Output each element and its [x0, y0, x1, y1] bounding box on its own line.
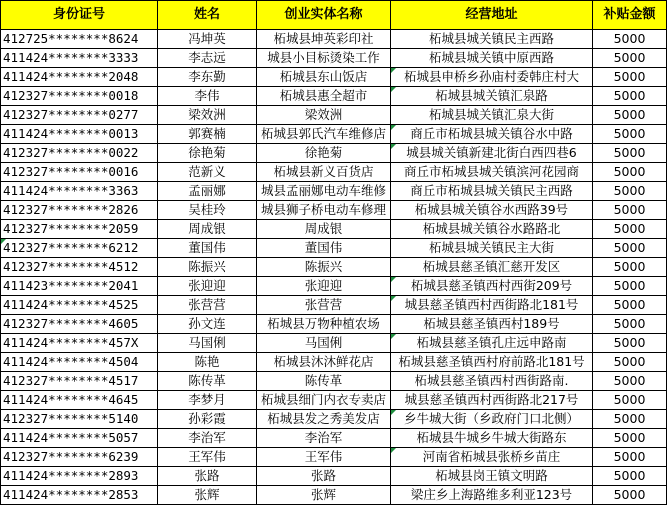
- entity-name-cell[interactable]: 王军伟: [257, 448, 391, 467]
- amount-cell[interactable]: 5000: [593, 410, 667, 429]
- amount-cell[interactable]: 5000: [593, 30, 667, 49]
- entity-name-cell[interactable]: 陈振兴: [257, 258, 391, 277]
- name-cell[interactable]: 李梦月: [158, 391, 257, 410]
- id-number-cell[interactable]: 411424********3333: [1, 49, 158, 68]
- entity-name-cell[interactable]: 梁效洲: [257, 106, 391, 125]
- table-row: [1, 239, 667, 258]
- id-number-cell[interactable]: 412327********2059: [1, 220, 158, 239]
- address-cell[interactable]: 柘城县岗王镇文明路: [391, 467, 593, 486]
- amount-cell[interactable]: 5000: [593, 296, 667, 315]
- amount-cell[interactable]: 5000: [593, 239, 667, 258]
- id-number-cell[interactable]: 412327********5140: [1, 410, 158, 429]
- id-number-cell[interactable]: 412327********4605: [1, 315, 158, 334]
- table-row: [1, 144, 667, 163]
- entity-name-cell[interactable]: 马国俐: [257, 334, 391, 353]
- address-cell[interactable]: 城县慈圣镇西村西街路北217号: [391, 391, 593, 410]
- table-row: [1, 296, 667, 315]
- table-row: [1, 429, 667, 448]
- header-id-number[interactable]: 身份证号: [1, 1, 158, 30]
- table-row: [1, 163, 667, 182]
- table-row: [1, 182, 667, 201]
- header-subsidy-amount[interactable]: 补贴金额: [593, 1, 667, 30]
- table-row: [1, 334, 667, 353]
- entity-name-cell[interactable]: 柘城县细门内衣专卖店: [257, 391, 391, 410]
- amount-cell[interactable]: 5000: [593, 429, 667, 448]
- address-cell[interactable]: 柘城县慈圣镇孔庄远申路南: [391, 334, 593, 353]
- entity-name-cell[interactable]: 柘城县沐沐鲜花店: [257, 353, 391, 372]
- name-cell[interactable]: 吴桂玲: [158, 201, 257, 220]
- entity-name-cell[interactable]: 柘城县郭氏汽车维修店: [257, 125, 391, 144]
- id-number-cell[interactable]: 412327********4512: [1, 258, 158, 277]
- table-row: [1, 49, 667, 68]
- address-cell[interactable]: 商丘市柘城县城关镇谷水中路: [391, 125, 593, 144]
- address-cell[interactable]: 梁庄乡上海路维多利亚123号: [391, 486, 593, 505]
- entity-name-cell[interactable]: 李治军: [257, 429, 391, 448]
- name-cell[interactable]: 周成银: [158, 220, 257, 239]
- name-cell[interactable]: 李治军: [158, 429, 257, 448]
- address-cell[interactable]: 柘城县城关镇民主大街: [391, 239, 593, 258]
- amount-cell[interactable]: 5000: [593, 448, 667, 467]
- id-number-cell[interactable]: 412327********4517: [1, 372, 158, 391]
- name-cell[interactable]: 张路: [158, 467, 257, 486]
- name-cell[interactable]: 郭赛楠: [158, 125, 257, 144]
- cell-error-indicator-icon: [391, 296, 396, 301]
- name-cell[interactable]: 孙文连: [158, 315, 257, 334]
- address-cell[interactable]: 柘城县慈圣镇西村189号: [391, 315, 593, 334]
- table-row: [1, 125, 667, 144]
- entity-name-cell[interactable]: 柘城县东山饭店: [257, 68, 391, 87]
- id-number-cell[interactable]: 411424********457X: [1, 334, 158, 353]
- address-cell[interactable]: 乡牛城大街（乡政府门口北侧）: [391, 410, 593, 429]
- table-row: [1, 391, 667, 410]
- name-cell[interactable]: 孟丽娜: [158, 182, 257, 201]
- id-number-cell[interactable]: 412327********6212: [1, 239, 158, 258]
- name-cell[interactable]: 冯坤英: [158, 30, 257, 49]
- amount-cell[interactable]: 5000: [593, 334, 667, 353]
- address-cell[interactable]: 柘城县城关镇中原西路: [391, 49, 593, 68]
- cell-error-indicator-icon: [391, 144, 396, 149]
- name-cell[interactable]: 徐艳菊: [158, 144, 257, 163]
- entity-name-cell[interactable]: 柘城县惠全超市: [257, 87, 391, 106]
- id-number-cell[interactable]: 411424********2853: [1, 486, 158, 505]
- id-number-cell[interactable]: 411424********4525: [1, 296, 158, 315]
- amount-cell[interactable]: 5000: [593, 49, 667, 68]
- id-number-cell[interactable]: 412327********0018: [1, 87, 158, 106]
- address-cell[interactable]: 柘城县城关镇民主西路: [391, 30, 593, 49]
- header-business-address[interactable]: 经营地址: [391, 1, 593, 30]
- entity-name-cell[interactable]: 柘城县新义百货店: [257, 163, 391, 182]
- name-cell[interactable]: 马国俐: [158, 334, 257, 353]
- address-cell[interactable]: 城县慈圣镇西村西街路北181号: [391, 296, 593, 315]
- cell-error-indicator-icon: [1, 239, 6, 244]
- name-cell[interactable]: 李志远: [158, 49, 257, 68]
- cell-error-indicator-icon: [391, 68, 396, 73]
- name-cell[interactable]: 张迎迎: [158, 277, 257, 296]
- header-name[interactable]: 姓名: [158, 1, 257, 30]
- entity-name-cell[interactable]: 张路: [257, 467, 391, 486]
- amount-cell[interactable]: 5000: [593, 220, 667, 239]
- address-cell[interactable]: 柘城县慈圣镇西村西街209号: [391, 277, 593, 296]
- amount-cell[interactable]: 5000: [593, 372, 667, 391]
- table-row: [1, 277, 667, 296]
- name-cell[interactable]: 张营营: [158, 296, 257, 315]
- table-row: [1, 353, 667, 372]
- table-row: [1, 315, 667, 334]
- cell-error-indicator-icon: [391, 410, 396, 415]
- id-number-cell[interactable]: 411424********3363: [1, 182, 158, 201]
- name-cell[interactable]: 陈振兴: [158, 258, 257, 277]
- address-cell[interactable]: 柘城县城关镇谷水路路北: [391, 220, 593, 239]
- entity-name-cell[interactable]: 董国伟: [257, 239, 391, 258]
- name-cell[interactable]: 王军伟: [158, 448, 257, 467]
- entity-name-cell[interactable]: 柘城县坤英彩印社: [257, 30, 391, 49]
- amount-cell[interactable]: 5000: [593, 182, 667, 201]
- amount-cell[interactable]: 5000: [593, 486, 667, 505]
- entity-name-cell[interactable]: 张迎迎: [257, 277, 391, 296]
- address-cell[interactable]: 柘城县城关镇谷水西路39号: [391, 201, 593, 220]
- amount-cell[interactable]: 5000: [593, 467, 667, 486]
- address-cell[interactable]: 柘城县城关镇汇泉大街: [391, 106, 593, 125]
- entity-name-cell[interactable]: 张辉: [257, 486, 391, 505]
- table-row: [1, 448, 667, 467]
- id-number-cell[interactable]: 411424********2893: [1, 467, 158, 486]
- entity-name-cell[interactable]: 周成银: [257, 220, 391, 239]
- cell-error-indicator-icon: [391, 87, 396, 92]
- table-row: [1, 30, 667, 49]
- table-row: [1, 467, 667, 486]
- cell-error-indicator-icon: [391, 334, 396, 339]
- table-row: [1, 201, 667, 220]
- id-number-cell[interactable]: 412327********0022: [1, 144, 158, 163]
- amount-cell[interactable]: 5000: [593, 87, 667, 106]
- id-number-cell[interactable]: 412327********0277: [1, 106, 158, 125]
- cell-error-indicator-icon: [391, 125, 396, 130]
- amount-cell[interactable]: 5000: [593, 277, 667, 296]
- id-number-cell[interactable]: 411424********0013: [1, 125, 158, 144]
- id-number-cell[interactable]: 412327********6239: [1, 448, 158, 467]
- entity-name-cell[interactable]: 城县孟丽娜电动车维修: [257, 182, 391, 201]
- entity-name-cell[interactable]: 城县小目标烫染工作: [257, 49, 391, 68]
- amount-cell[interactable]: 5000: [593, 144, 667, 163]
- address-cell[interactable]: 城县城关镇新建北街白西四巷6: [391, 144, 593, 163]
- table-row: [1, 258, 667, 277]
- name-cell[interactable]: 孙彩霞: [158, 410, 257, 429]
- id-number-cell[interactable]: 411424********2048: [1, 68, 158, 87]
- id-number-cell[interactable]: 411424********4645: [1, 391, 158, 410]
- table-row: [1, 372, 667, 391]
- name-cell[interactable]: 梁效洲: [158, 106, 257, 125]
- address-cell[interactable]: 柘城县慈圣镇西村府前路北181号: [391, 353, 593, 372]
- address-cell[interactable]: 柘城县牛城乡牛城大街路东: [391, 429, 593, 448]
- amount-cell[interactable]: 5000: [593, 391, 667, 410]
- name-cell[interactable]: 董国伟: [158, 239, 257, 258]
- name-cell[interactable]: 范新义: [158, 163, 257, 182]
- cell-error-indicator-icon: [391, 448, 396, 453]
- entity-name-cell[interactable]: 柘城县万物种植农场: [257, 315, 391, 334]
- entity-name-cell[interactable]: 城县狮子桥电动车修理: [257, 201, 391, 220]
- entity-name-cell[interactable]: 张营营: [257, 296, 391, 315]
- amount-cell[interactable]: 5000: [593, 315, 667, 334]
- table-row: [1, 68, 667, 87]
- amount-cell[interactable]: 5000: [593, 68, 667, 87]
- table-row: [1, 106, 667, 125]
- amount-cell[interactable]: 5000: [593, 258, 667, 277]
- name-cell[interactable]: 张辉: [158, 486, 257, 505]
- table-row: [1, 87, 667, 106]
- address-cell[interactable]: 柘城县申桥乡孙庙村委韩庄村大: [391, 68, 593, 87]
- header-entity-name[interactable]: 创业实体名称: [257, 1, 391, 30]
- address-cell[interactable]: 柘城县慈圣镇汇慈开发区: [391, 258, 593, 277]
- address-cell[interactable]: 商丘市柘城县城关镇民主西路: [391, 182, 593, 201]
- amount-cell[interactable]: 5000: [593, 106, 667, 125]
- id-number-cell[interactable]: 412327********0016: [1, 163, 158, 182]
- name-cell[interactable]: 陈传革: [158, 372, 257, 391]
- id-number-cell[interactable]: 412327********2826: [1, 201, 158, 220]
- amount-cell[interactable]: 5000: [593, 353, 667, 372]
- entity-name-cell[interactable]: 徐艳菊: [257, 144, 391, 163]
- entity-name-cell[interactable]: 柘城县发之秀美发店: [257, 410, 391, 429]
- name-cell[interactable]: 李东勤: [158, 68, 257, 87]
- table-row: [1, 410, 667, 429]
- id-number-cell[interactable]: 411423********2041: [1, 277, 158, 296]
- table-row: [1, 486, 667, 505]
- id-number-cell[interactable]: 411424********5057: [1, 429, 158, 448]
- name-cell[interactable]: 陈艳: [158, 353, 257, 372]
- id-number-cell[interactable]: 411424********4504: [1, 353, 158, 372]
- amount-cell[interactable]: 5000: [593, 125, 667, 144]
- amount-cell[interactable]: 5000: [593, 163, 667, 182]
- amount-cell[interactable]: 5000: [593, 201, 667, 220]
- name-cell[interactable]: 李伟: [158, 87, 257, 106]
- address-cell[interactable]: 柘城县慈圣镇西村西街路南.: [391, 372, 593, 391]
- entity-name-cell[interactable]: 陈传革: [257, 372, 391, 391]
- address-cell[interactable]: 商丘市柘城县城关镇滨河花园商: [391, 163, 593, 182]
- address-cell[interactable]: 柘城县城关镇汇泉路: [391, 87, 593, 106]
- cell-error-indicator-icon: [391, 277, 396, 282]
- id-number-cell[interactable]: 412725********8624: [1, 30, 158, 49]
- address-cell[interactable]: 河南省柘城县张桥乡苗庄: [391, 448, 593, 467]
- header-row: [1, 1, 667, 30]
- table-row: [1, 220, 667, 239]
